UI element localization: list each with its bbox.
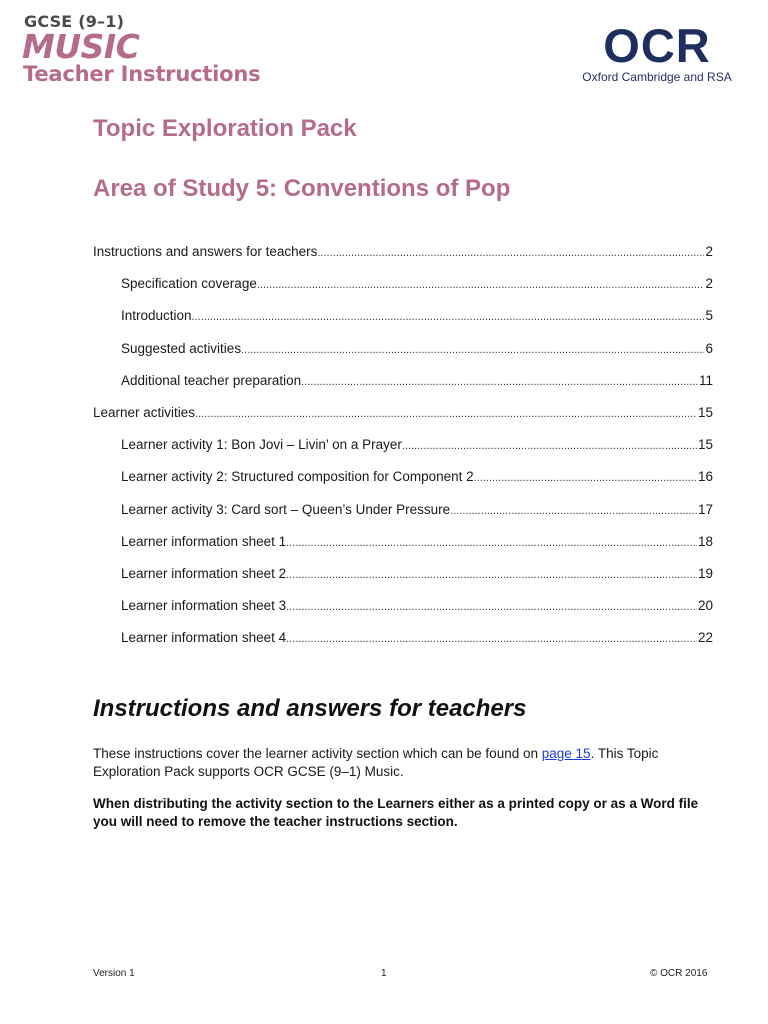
toc-entry-text: Additional teacher preparation: [121, 372, 302, 388]
qualification-label: GCSE (9–1): [24, 12, 125, 31]
toc-dot-leader: [241, 344, 704, 356]
area-of-study-title: Area of Study 5: Conventions of Pop: [93, 175, 511, 202]
toc-entry-text: Introduction: [121, 308, 192, 324]
toc-page-number: 2: [705, 276, 713, 292]
toc-dot-leader: [286, 537, 697, 549]
intro-text-before-link: These instructions cover the learner activity section which can be found on: [93, 746, 542, 761]
toc-entry[interactable]: [93, 437, 713, 469]
distribution-note: When distributing the activity section to the Learners either as a printed copy or as a Word file you will need to remove the teacher instructions section.: [93, 796, 699, 829]
toc-dot-leader: [301, 376, 698, 388]
toc-page-number: 17: [697, 501, 713, 517]
toc-page-number: 22: [697, 630, 713, 646]
toc-entry-text: Suggested activities: [121, 340, 242, 356]
toc-dot-leader: [195, 408, 697, 420]
toc-entry-text: Learner activity 1: Bon Jovi – Livin’ on a Prayer: [121, 437, 402, 453]
toc-dot-leader: [450, 505, 697, 517]
section-heading: Instructions and answers for teachers: [93, 695, 527, 722]
toc-entry[interactable]: [93, 276, 713, 308]
toc-entry-text: Learner information sheet 3: [121, 598, 287, 614]
toc-dot-leader: [286, 569, 697, 581]
toc-dot-leader: [474, 472, 697, 484]
toc-dot-leader: [286, 601, 697, 613]
toc-entry-text: Learner information sheet 2: [121, 565, 287, 581]
toc-entry[interactable]: [93, 566, 713, 598]
toc-page-number: 16: [697, 469, 713, 485]
toc-entry-text: Learner activity 2: Structured composition for Component 2: [121, 469, 474, 485]
footer-page-number: 1: [381, 968, 387, 979]
toc-entry[interactable]: [93, 308, 713, 340]
ocr-logo-tagline: Oxford Cambridge and RSA: [582, 70, 732, 84]
page-header: [0, 0, 768, 100]
toc-entry[interactable]: [93, 598, 713, 630]
subject-title: MUSIC: [22, 27, 140, 66]
toc-entry-text: Learner activities: [93, 404, 196, 420]
toc-entry[interactable]: [93, 244, 713, 276]
toc-entry-text: Learner information sheet 1: [121, 533, 287, 549]
ocr-logo-word: OCR: [603, 19, 711, 72]
footer-version: Version 1: [93, 968, 135, 979]
toc-entry[interactable]: [93, 469, 713, 501]
table-of-contents: [93, 244, 713, 662]
pack-title: Topic Exploration Pack: [93, 115, 357, 142]
toc-entry[interactable]: [93, 534, 713, 566]
toc-dot-leader: [192, 311, 705, 323]
page-15-link[interactable]: page 15: [541, 746, 591, 761]
toc-entry-text: Learner activity 3: Card sort – Queen’s Under Pressure: [121, 501, 451, 517]
toc-entry[interactable]: [93, 405, 713, 437]
toc-page-number: 20: [697, 598, 713, 614]
toc-entry[interactable]: [93, 502, 713, 534]
toc-entry[interactable]: [93, 341, 713, 373]
toc-entry[interactable]: [93, 373, 713, 405]
toc-entry[interactable]: [93, 630, 713, 662]
toc-page-number: 18: [697, 533, 713, 549]
toc-page-number: 5: [705, 308, 713, 324]
toc-dot-leader: [257, 279, 705, 291]
ocr-logo: [574, 19, 740, 88]
document-type-label: Teacher Instructions: [23, 62, 261, 86]
toc-dot-leader: [286, 633, 697, 645]
toc-entry-text: Instructions and answers for teachers: [93, 244, 318, 259]
intro-text-after-link: . This Topic Exploration Pack supports OCR GCSE (9–1) Music.: [93, 746, 659, 779]
toc-dot-leader: [317, 247, 704, 259]
intro-paragraph: [93, 745, 713, 781]
toc-page-number: 15: [697, 437, 713, 453]
toc-page-number: 6: [705, 340, 713, 356]
toc-page-number: 19: [697, 565, 713, 581]
toc-page-number: 11: [698, 372, 713, 388]
toc-dot-leader: [402, 440, 697, 452]
toc-page-number: 2: [705, 244, 713, 259]
toc-entry-text: Learner information sheet 4: [121, 630, 287, 646]
toc-entry-text: Specification coverage: [121, 276, 257, 292]
footer-copyright: © OCR 2016: [650, 968, 708, 979]
toc-page-number: 15: [697, 404, 713, 420]
